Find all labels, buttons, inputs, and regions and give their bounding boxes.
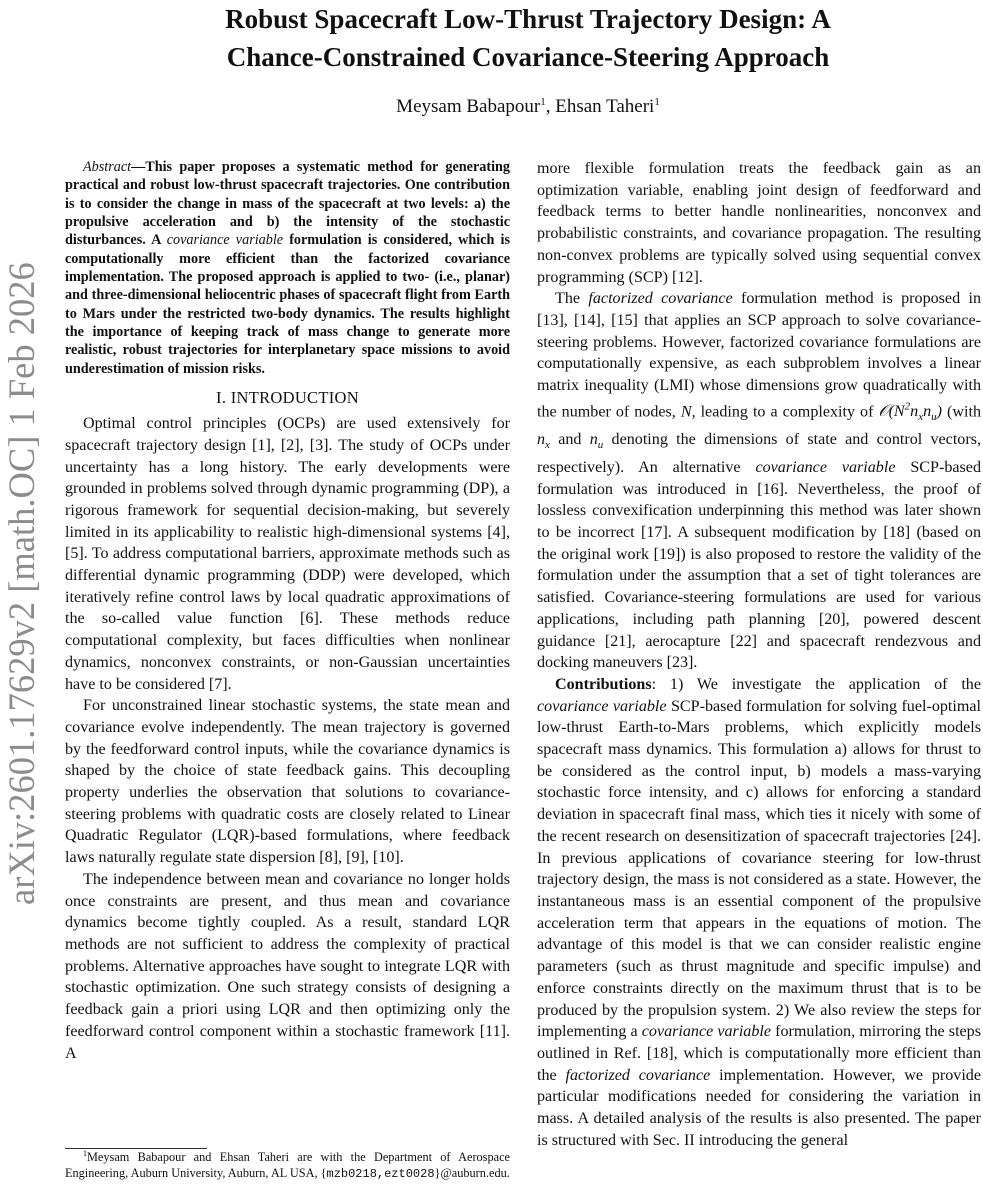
abstract-label: Abstract [83,159,132,175]
emphasis: covariance variable [537,697,667,715]
title-line-1: Robust Spacecraft Low-Thrust Trajectory Design: A [225,4,831,34]
author-name: Ehsan Taheri [555,96,655,117]
text-run: formulation method is proposed in [13], [14], [15] that applies an SCP approach to solve covariance-steering problems. However, factorized covariance formulations are computationally expensive, as each subproblem involves a linear matrix inequality (LMI) whose dimensions grow quadratically with the number of nodes, [537,290,982,421]
contributions-label: Contributions [555,675,652,693]
footnote-text: Meysam Babapour and Ehsan Taheri are with the Department of Aerospace Engineering, Auburn University, Auburn, AL USA, [65,1150,510,1180]
footnote-mark: 1 [83,1149,87,1158]
paragraph: The independence between mean and covariance no longer holds once constraints are present, and thus mean and covariance dynamics become tightly coupled. As a result, standard LQR methods are not sufficient to address the complexity of practical problems. Alternative approaches have sought to integrate LQR with stochastic optimization. One such strategy consists of designing a feedback gain a priori using LQR and then optimizing only the feedforward control component within a stochastic framework [11]. A [65,870,510,1062]
footnote-brace: { [320,1165,327,1180]
emphasis: covariance variable [755,458,896,476]
emphasis: covariance variable [641,1023,772,1041]
abstract-dash: — [131,159,146,175]
abstract-text: formulation is considered, which is computationally more efficient than the factorized covariance implementation. The proposed approach is applied to two- (i.e., planar) and three-dimensional heliocentric phases of spacecraft flight from Earth to Mars under the restricted two-body dynamics. The results highlight the importance of keeping track of mass change to generate more realistic, robust trajectories for interplanetary space missions to avoid underestimation of mission risks. [65,232,510,377]
abstract-emphasis: covariance variable [166,232,284,249]
abstract-text: This paper proposes a systematic method for generating practical and robust low-thrust spacecraft trajectories. One contribution is to consider the change in mass of the spacecraft at two levels: a) the propulsive acceleration and b) the intensity of the stochastic disturbances. A [65,159,510,249]
section-heading: I. INTRODUCTION [216,388,359,408]
text-run: , leading to a complexity of [691,403,879,421]
math-N: N [680,403,692,421]
paragraph [537,288,981,674]
math-nx: $n_x$ [537,431,550,452]
author-separator: , [545,96,556,117]
math-nu: $n_u$ [589,431,604,452]
footnote-emails[interactable]: mzb0218,ezt0028 [326,1166,435,1181]
emphasis: factorized covariance [588,290,733,308]
right-column [537,158,981,1151]
text-run: The [555,290,589,308]
text-run: implementation. However, we provide particular modifications needed for considering the variation in mass. A detailed analysis of the results is also presented. The paper is structured with Sec. II introducing the general [537,1066,982,1149]
arxiv-side-stamp: arXiv:2601.17629v2 [math.OC] 1 Feb 2026 [1,262,42,906]
author-list [100,95,956,119]
abstract [65,158,510,378]
left-column [65,158,510,1064]
paragraph-continued: more flexible formulation treats the feedback gain as an optimization variable, enabling joint design of feedforward and feedback terms to better handle nonlinearities, nonconvex and probabilistic constraints, and covariance propagation. The resulting non-convex problems are typically solved using sequential convex programming (SCP) [12]. [537,160,981,286]
author-name: Meysam Babapour [396,96,541,117]
text-run: : 1) We investigate the application of the [651,675,981,693]
footnote [65,1150,510,1182]
text-run: SCP-based formulation was introduced in [16]. Nevertheless, the proof of lossless convexification underpinning this method was later shown to be incorrect [17]. A subsequent modification by [18] (based on the original work [19]) is also proposed to restore the validity of the formulation under the assumption that a set of tight tolerances are satisfied. Covariance-steering formulations are used for various applications, including path planning [20], powered descent guidance [21], aerocapture [22] and spacecraft rendezvous and docking maneuvers [23]. [537,458,981,672]
text-run: formulation, mirroring the steps outlined in Ref. [18], which is computationally more efficient than the [537,1023,981,1084]
text-run: denoting the dimensions of state and control vectors, respectively). An alternative [537,431,981,476]
affiliation-mark: 1 [654,96,660,108]
text-run: (with [942,403,981,421]
paragraph: For unconstrained linear stochastic systems, the state mean and covariance evolve independently. The mean trajectory is governed by the feedforward control inputs, while the covariance dynamics is shaped by the choice of state feedback gains. This decoupling property underlies the observation that solutions to covariance-steering problems with quadratic costs are closely related to Linear Quadratic Regulator (LQR)-based formulations, where feedback laws naturally regulate state dispersion [8], [9], [10]. [65,697,510,867]
title-line-2: Chance-Constrained Covariance-Steering Approach [226,42,830,72]
emphasis: factorized covariance [565,1066,711,1084]
paragraph: Optimal control principles (OCPs) are used extensively for spacecraft trajectory design [1], [2], [3]. The study of OCPs under uncertainty has a long history. The early developments were grounded in problems solved through dynamic programming (DP), a rigorous framework for sequential decision-making, but severely limited in its applicability to realistic high-dimensional systems [4], [5]. To address computational barriers, approximate methods such as differential dynamic programming (DDP) were developed, which iteratively refine control laws by local quadratic approximations of the so-called value function [6]. These methods reduce computational complexity, but faces difficulties when nonlinear dynamics, nonconvex constraints, or non-Gaussian uncertainties have to be considered [7]. [65,415,510,693]
math-complexity: $𝒪(N^2n_xn_u)$ [878,400,943,424]
paragraph [537,674,981,1151]
paper-title [100,0,956,76]
footnote-domain: @auburn.edu. [440,1165,510,1180]
footnote-brace: } [434,1165,441,1180]
affiliation-mark: 1 [540,96,546,108]
text-run: and [549,431,590,449]
text-run: SCP-based formulation for solving fuel-optimal low-thrust Earth-to-Mars problems, which explicitly models spacecraft mass dynamics. This formulation a) allows for thrust to be considered as the control input, b) models a mass-varying stochastic force intensity, and c) allows for enforcing a standard deviation in spacecraft final mass, which ties it nicely with some of the recent research on desensitization of spacecraft trajectories [24]. In previous applications of covariance steering for low-thrust trajectory design, the mass is not considered as a state. However, the instantaneous mass is an essential component of the propulsive acceleration term that appears in the equations of motion. The advantage of this model is that we can consider realistic engine parameters (such as thrust magnitude and specific impulse) and enforce constraints directly on the maximum thrust that is to be produced by the propulsion system. 2) We also review the steps for implementing a [537,697,981,1041]
